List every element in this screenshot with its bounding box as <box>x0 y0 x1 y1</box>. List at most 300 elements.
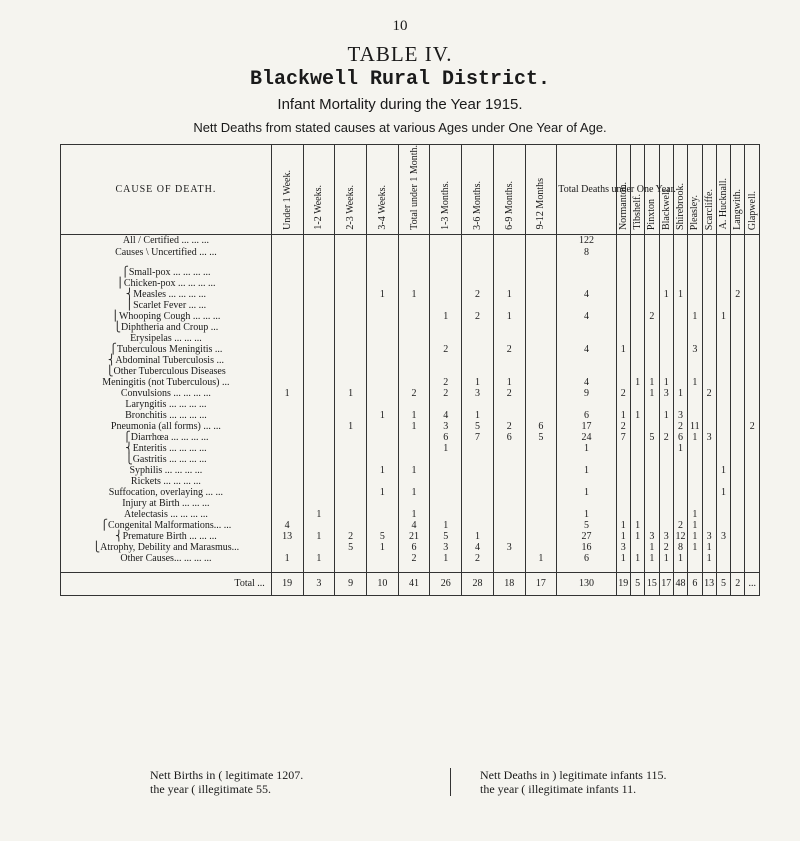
place-cell <box>645 487 659 498</box>
header-row <box>61 145 760 235</box>
age-cell <box>462 278 494 289</box>
age-cell <box>430 247 462 259</box>
place-cell <box>659 311 673 322</box>
place-cell <box>673 234 687 247</box>
place-cell <box>745 377 760 388</box>
place-cell <box>731 410 745 421</box>
age-cell <box>430 234 462 247</box>
place-cell <box>716 410 730 421</box>
place-cell <box>745 498 760 509</box>
place-cell: 1 <box>630 377 644 388</box>
place-cell: 6 <box>673 432 687 443</box>
place-cell <box>688 498 702 509</box>
total-age-cell: 9 <box>335 572 367 595</box>
place-cell <box>745 531 760 542</box>
age-cell: 1 <box>271 388 303 399</box>
age-cell <box>366 366 398 377</box>
age-cell <box>525 465 557 476</box>
place-cell <box>616 509 630 520</box>
total-cell: 4 <box>557 377 616 388</box>
age-cell: 2 <box>462 289 494 300</box>
place-cell <box>716 498 730 509</box>
age-header <box>366 145 398 235</box>
place-cell <box>702 247 716 259</box>
age-cell <box>525 234 557 247</box>
age-cell <box>493 564 525 573</box>
age-cell <box>271 498 303 509</box>
age-cell <box>525 509 557 520</box>
age-cell: 1 <box>398 289 430 300</box>
place-cell <box>630 366 644 377</box>
total-place-cell: 13 <box>702 572 716 595</box>
age-cell <box>366 333 398 344</box>
age-cell: 2 <box>398 553 430 564</box>
age-cell: 2 <box>430 377 462 388</box>
age-cell: 1 <box>366 289 398 300</box>
place-cell <box>716 355 730 366</box>
cause-label: Meningitis (not Tuberculous) ... <box>61 377 272 388</box>
age-cell <box>303 498 335 509</box>
place-cell <box>702 520 716 531</box>
age-header-label: 1-3 Months. <box>440 180 452 230</box>
place-cell: 1 <box>659 289 673 300</box>
place-cell <box>673 509 687 520</box>
place-cell <box>659 366 673 377</box>
place-cell: 2 <box>745 421 760 432</box>
age-cell <box>303 465 335 476</box>
place-cell <box>702 454 716 465</box>
age-cell: 1 <box>430 443 462 454</box>
age-cell <box>493 300 525 311</box>
place-cell <box>659 487 673 498</box>
age-cell <box>462 509 494 520</box>
table-row <box>61 432 760 443</box>
place-cell <box>645 366 659 377</box>
place-cell <box>688 410 702 421</box>
table-row <box>61 344 760 355</box>
cause-label: ⎪Whooping Cough ... ... ... <box>61 311 272 322</box>
place-cell <box>716 300 730 311</box>
place-cell <box>745 311 760 322</box>
age-cell <box>493 454 525 465</box>
age-cell: 4 <box>430 410 462 421</box>
age-cell <box>398 454 430 465</box>
place-cell <box>716 289 730 300</box>
place-cell: 1 <box>673 443 687 454</box>
place-cell <box>688 300 702 311</box>
subtitle: Infant Mortality during the Year 1915. <box>277 96 523 113</box>
place-cell: 1 <box>688 432 702 443</box>
total-cell: 5 <box>557 520 616 531</box>
place-cell <box>630 300 644 311</box>
age-cell <box>366 498 398 509</box>
age-cell <box>430 300 462 311</box>
total-age-cell: 17 <box>525 572 557 595</box>
age-cell <box>525 344 557 355</box>
total-cell: 8 <box>557 247 616 259</box>
age-cell <box>430 322 462 333</box>
total-deaths-header: Total Deaths under One Year. <box>557 145 616 235</box>
place-cell <box>630 278 644 289</box>
place-cell <box>702 443 716 454</box>
age-cell <box>303 322 335 333</box>
total-age-cell: 26 <box>430 572 462 595</box>
age-cell <box>462 322 494 333</box>
place-cell <box>745 267 760 278</box>
age-cell <box>335 509 367 520</box>
age-cell <box>430 476 462 487</box>
age-cell <box>366 399 398 410</box>
table-row <box>61 564 760 573</box>
age-cell: 1 <box>366 487 398 498</box>
place-cell <box>659 454 673 465</box>
place-cell <box>716 377 730 388</box>
age-cell <box>271 344 303 355</box>
place-cell <box>630 259 644 267</box>
place-cell <box>630 443 644 454</box>
age-cell: 3 <box>430 542 462 553</box>
place-cell: 1 <box>673 289 687 300</box>
age-cell <box>493 498 525 509</box>
place-cell <box>745 259 760 267</box>
table-row <box>61 322 760 333</box>
place-header-label: Blackwell. <box>660 186 672 230</box>
age-cell <box>398 247 430 259</box>
place-header <box>745 145 760 235</box>
place-cell: 2 <box>659 542 673 553</box>
age-cell <box>398 322 430 333</box>
age-cell: 1 <box>398 487 430 498</box>
age-cell <box>525 410 557 421</box>
age-cell <box>303 344 335 355</box>
district-title: Blackwell Rural District. <box>249 68 551 91</box>
age-cell <box>493 410 525 421</box>
cause-header: CAUSE OF DEATH. <box>61 145 272 235</box>
place-cell <box>630 564 644 573</box>
age-cell <box>303 234 335 247</box>
place-cell: 3 <box>645 531 659 542</box>
place-cell <box>745 399 760 410</box>
age-cell <box>525 476 557 487</box>
age-cell <box>335 498 367 509</box>
age-cell <box>462 454 494 465</box>
place-cell: 3 <box>659 531 673 542</box>
place-cell <box>673 564 687 573</box>
place-cell <box>659 355 673 366</box>
total-cell: 6 <box>557 410 616 421</box>
place-cell <box>745 333 760 344</box>
age-cell: 2 <box>335 531 367 542</box>
table-row <box>61 520 760 531</box>
age-cell: 1 <box>430 520 462 531</box>
age-cell <box>493 487 525 498</box>
age-cell <box>430 465 462 476</box>
place-cell <box>630 289 644 300</box>
place-cell <box>745 553 760 564</box>
age-cell <box>493 322 525 333</box>
age-cell <box>493 531 525 542</box>
place-cell: 1 <box>688 311 702 322</box>
age-cell <box>366 421 398 432</box>
place-cell <box>688 553 702 564</box>
age-header <box>525 145 557 235</box>
age-cell <box>303 366 335 377</box>
age-cell <box>271 399 303 410</box>
age-cell <box>430 399 462 410</box>
age-cell <box>366 322 398 333</box>
place-cell: 1 <box>688 377 702 388</box>
place-cell <box>645 267 659 278</box>
age-cell <box>525 247 557 259</box>
age-cell <box>366 247 398 259</box>
age-header-label: 3-4 Weeks. <box>376 185 388 230</box>
table-row <box>61 300 760 311</box>
total-cell <box>557 355 616 366</box>
age-cell <box>398 234 430 247</box>
place-cell <box>745 520 760 531</box>
place-cell <box>616 247 630 259</box>
age-cell <box>271 300 303 311</box>
age-cell: 5 <box>525 432 557 443</box>
cause-label: All / Certified ... ... ... <box>61 234 272 247</box>
place-cell <box>616 322 630 333</box>
age-cell: 1 <box>335 421 367 432</box>
place-cell <box>731 476 745 487</box>
age-cell <box>398 355 430 366</box>
age-cell <box>303 432 335 443</box>
place-cell <box>645 344 659 355</box>
age-cell: 5 <box>335 542 367 553</box>
age-cell <box>335 267 367 278</box>
place-cell <box>716 542 730 553</box>
age-cell <box>366 300 398 311</box>
age-cell: 1 <box>430 311 462 322</box>
place-cell <box>645 322 659 333</box>
age-cell <box>430 454 462 465</box>
place-cell <box>673 344 687 355</box>
age-header-label: 9-12 Months <box>535 178 547 230</box>
place-cell <box>673 487 687 498</box>
age-cell: 6 <box>398 542 430 553</box>
age-cell: 1 <box>303 509 335 520</box>
place-cell <box>659 465 673 476</box>
place-cell: 1 <box>673 553 687 564</box>
place-cell: 5 <box>645 432 659 443</box>
age-cell <box>525 322 557 333</box>
place-cell <box>716 509 730 520</box>
age-cell <box>430 267 462 278</box>
age-cell <box>335 259 367 267</box>
age-cell <box>493 465 525 476</box>
age-cell <box>430 289 462 300</box>
age-cell <box>271 322 303 333</box>
age-cell <box>271 377 303 388</box>
age-cell <box>335 333 367 344</box>
place-cell <box>702 410 716 421</box>
age-cell <box>366 234 398 247</box>
age-cell <box>335 520 367 531</box>
cause-label <box>61 259 272 267</box>
place-cell <box>616 564 630 573</box>
table-title: TABLE IV. <box>347 42 453 66</box>
age-cell <box>398 267 430 278</box>
place-cell <box>731 542 745 553</box>
place-header-label: A. Hucknall. <box>717 178 729 230</box>
place-cell <box>616 267 630 278</box>
place-cell: 3 <box>688 344 702 355</box>
place-cell <box>745 366 760 377</box>
place-cell <box>716 443 730 454</box>
place-cell <box>616 289 630 300</box>
place-cell <box>616 278 630 289</box>
table-row <box>61 454 760 465</box>
cause-label: ⎩Atrophy, Debility and Marasmus... <box>61 542 272 553</box>
age-cell <box>366 259 398 267</box>
age-cell <box>462 520 494 531</box>
age-cell <box>525 289 557 300</box>
age-cell: 1 <box>398 465 430 476</box>
age-cell <box>271 465 303 476</box>
table-row <box>61 410 760 421</box>
place-cell: 1 <box>688 509 702 520</box>
place-cell <box>645 520 659 531</box>
place-cell <box>731 454 745 465</box>
place-cell <box>716 234 730 247</box>
place-cell <box>616 399 630 410</box>
age-cell <box>493 355 525 366</box>
age-cell <box>271 234 303 247</box>
age-cell: 2 <box>462 553 494 564</box>
place-header-label: Pinxton <box>646 198 658 230</box>
table-row <box>61 366 760 377</box>
age-cell <box>303 377 335 388</box>
place-cell <box>745 509 760 520</box>
age-cell <box>271 289 303 300</box>
cause-label: Syphilis ... ... ... ... <box>61 465 272 476</box>
place-cell <box>645 476 659 487</box>
cause-label: Laryngitis ... ... ... ... <box>61 399 272 410</box>
place-cell <box>688 247 702 259</box>
total-cell <box>557 498 616 509</box>
place-cell <box>630 322 644 333</box>
place-cell <box>731 300 745 311</box>
place-cell <box>659 421 673 432</box>
age-cell <box>525 520 557 531</box>
age-cell <box>303 454 335 465</box>
place-cell <box>673 278 687 289</box>
place-cell: 1 <box>688 542 702 553</box>
age-cell <box>430 278 462 289</box>
place-cell <box>630 355 644 366</box>
age-cell <box>493 259 525 267</box>
age-cell <box>462 487 494 498</box>
cause-label: ⎪Scarlet Fever ... ... <box>61 300 272 311</box>
total-cell: 4 <box>557 289 616 300</box>
age-cell: 21 <box>398 531 430 542</box>
place-cell <box>731 553 745 564</box>
cause-label: Causes \ Uncertified ... ... <box>61 247 272 259</box>
place-cell <box>688 333 702 344</box>
cause-label: ⎧Congenital Malformations... ... <box>61 520 272 531</box>
age-cell: 2 <box>493 388 525 399</box>
place-cell <box>659 300 673 311</box>
place-cell <box>673 311 687 322</box>
age-cell <box>462 465 494 476</box>
place-cell <box>659 399 673 410</box>
cause-label: Pneumonia (all forms) ... ... <box>61 421 272 432</box>
age-cell: 1 <box>303 553 335 564</box>
place-cell <box>659 509 673 520</box>
age-cell <box>430 355 462 366</box>
table-body <box>61 234 760 595</box>
cause-label: ⎧Tuberculous Meningitis ... <box>61 344 272 355</box>
age-cell: 1 <box>462 410 494 421</box>
place-cell <box>630 234 644 247</box>
place-cell <box>702 259 716 267</box>
cause-label: Suffocation, overlaying ... ... <box>61 487 272 498</box>
age-cell <box>525 366 557 377</box>
age-header-label: 6-9 Months. <box>503 180 515 230</box>
place-cell <box>645 509 659 520</box>
table-row <box>61 476 760 487</box>
age-cell <box>335 311 367 322</box>
place-cell <box>716 267 730 278</box>
place-cell <box>630 247 644 259</box>
place-cell <box>688 322 702 333</box>
place-cell <box>630 267 644 278</box>
table-row <box>61 465 760 476</box>
age-cell <box>525 388 557 399</box>
age-cell <box>303 487 335 498</box>
age-cell <box>271 366 303 377</box>
place-cell <box>702 487 716 498</box>
age-cell <box>525 399 557 410</box>
age-cell <box>398 377 430 388</box>
age-cell <box>430 509 462 520</box>
age-cell <box>462 443 494 454</box>
place-header <box>673 145 687 235</box>
age-header <box>462 145 494 235</box>
table-row <box>61 509 760 520</box>
place-cell <box>702 465 716 476</box>
age-cell <box>525 454 557 465</box>
table-row <box>61 278 760 289</box>
place-cell <box>659 344 673 355</box>
age-cell <box>398 366 430 377</box>
age-header-label: 1-2 Weeks. <box>313 185 325 230</box>
place-cell <box>673 366 687 377</box>
age-cell <box>303 333 335 344</box>
age-cell: 4 <box>271 520 303 531</box>
age-cell <box>303 300 335 311</box>
place-cell <box>716 432 730 443</box>
place-cell <box>702 476 716 487</box>
age-cell <box>271 509 303 520</box>
place-cell <box>659 267 673 278</box>
table-row <box>61 487 760 498</box>
age-cell <box>335 553 367 564</box>
place-cell <box>716 259 730 267</box>
place-cell <box>716 366 730 377</box>
age-cell <box>335 355 367 366</box>
place-header-label: Pleasley. <box>689 194 701 230</box>
age-cell <box>366 509 398 520</box>
place-cell <box>659 234 673 247</box>
place-cell <box>745 388 760 399</box>
age-cell <box>462 476 494 487</box>
age-cell <box>525 333 557 344</box>
age-cell <box>271 432 303 443</box>
